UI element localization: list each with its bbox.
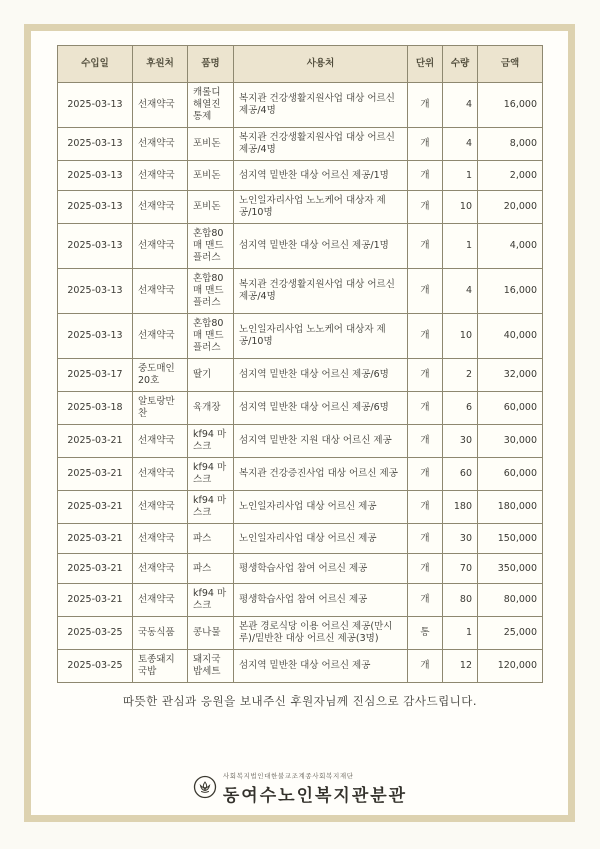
- cell-item: kf94 마스크: [188, 458, 234, 491]
- cell-unit: 개: [408, 161, 443, 191]
- organization-text-block: [223, 771, 407, 806]
- table-row: [58, 617, 543, 650]
- table-row: [58, 191, 543, 224]
- cell-usage: 섬지역 밑반찬 대상 어르신 제공/6명: [234, 392, 408, 425]
- cell-amount: 60,000: [478, 458, 543, 491]
- cell-donor: 선재약국: [133, 554, 188, 584]
- cell-usage: 복지관 건강생활지원사업 대상 어르신 제공/4명: [234, 128, 408, 161]
- lotus-logo-icon: [193, 775, 217, 803]
- table-row: [58, 491, 543, 524]
- cell-date: 2025-03-21: [58, 458, 133, 491]
- cell-qty: 4: [443, 128, 478, 161]
- cell-qty: 30: [443, 524, 478, 554]
- cell-qty: 70: [443, 554, 478, 584]
- cell-usage: 노인일자리사업 노노케어 대상자 제공/10명: [234, 314, 408, 359]
- cell-amount: 4,000: [478, 224, 543, 269]
- table-row: [58, 584, 543, 617]
- cell-usage: 섬지역 밑반찬 대상 어르신 제공/1명: [234, 161, 408, 191]
- cell-qty: 6: [443, 392, 478, 425]
- cell-qty: 80: [443, 584, 478, 617]
- cell-date: 2025-03-13: [58, 314, 133, 359]
- cell-qty: 60: [443, 458, 478, 491]
- cell-donor: 선재약국: [133, 491, 188, 524]
- cell-item: kf94 마스크: [188, 584, 234, 617]
- cell-amount: 16,000: [478, 83, 543, 128]
- cell-donor: 선재약국: [133, 458, 188, 491]
- cell-donor: 선재약국: [133, 128, 188, 161]
- cell-usage: 섬지역 밑반찬 대상 어르신 제공/1명: [234, 224, 408, 269]
- cell-amount: 80,000: [478, 584, 543, 617]
- cell-unit: 개: [408, 269, 443, 314]
- cell-usage: 복지관 건강증진사업 대상 어르신 제공: [234, 458, 408, 491]
- cell-unit: 통: [408, 617, 443, 650]
- cell-amount: 25,000: [478, 617, 543, 650]
- table-row: [58, 161, 543, 191]
- cell-qty: 30: [443, 425, 478, 458]
- cell-usage: 평생학습사업 참여 어르신 제공: [234, 554, 408, 584]
- cell-item: 혼합80매 맨드플러스: [188, 224, 234, 269]
- table-row: [58, 359, 543, 392]
- cell-donor: 선재약국: [133, 314, 188, 359]
- cell-item: 딸기: [188, 359, 234, 392]
- cell-item: kf94 마스크: [188, 491, 234, 524]
- cell-qty: 2: [443, 359, 478, 392]
- cell-donor: 알토랑만찬: [133, 392, 188, 425]
- cell-usage: 섬지역 밑반찬 대상 어르신 제공/6명: [234, 359, 408, 392]
- cell-donor: 토종돼지국밥: [133, 650, 188, 683]
- col-header-usage: 사용처: [234, 46, 408, 83]
- cell-unit: 개: [408, 359, 443, 392]
- cell-date: 2025-03-21: [58, 554, 133, 584]
- cell-usage: 섬지역 밑반찬 지원 대상 어르신 제공: [234, 425, 408, 458]
- cell-amount: 180,000: [478, 491, 543, 524]
- cell-donor: 선재약국: [133, 425, 188, 458]
- cell-unit: 개: [408, 524, 443, 554]
- cell-usage: 복지관 건강생활지원사업 대상 어르신 제공/4명: [234, 83, 408, 128]
- cell-amount: 40,000: [478, 314, 543, 359]
- cell-date: 2025-03-21: [58, 491, 133, 524]
- cell-unit: 개: [408, 554, 443, 584]
- cell-usage: 복지관 건강생활지원사업 대상 어르신 제공/4명: [234, 269, 408, 314]
- table-header-row: [58, 46, 543, 83]
- cell-unit: 개: [408, 392, 443, 425]
- table-row: [58, 650, 543, 683]
- cell-date: 2025-03-21: [58, 584, 133, 617]
- cell-qty: 1: [443, 617, 478, 650]
- cell-donor: 선재약국: [133, 584, 188, 617]
- cell-unit: 개: [408, 191, 443, 224]
- cell-amount: 30,000: [478, 425, 543, 458]
- cell-date: 2025-03-17: [58, 359, 133, 392]
- table-row: [58, 425, 543, 458]
- cell-unit: 개: [408, 650, 443, 683]
- cell-qty: 180: [443, 491, 478, 524]
- cell-date: 2025-03-25: [58, 650, 133, 683]
- cell-item: 포비돈: [188, 128, 234, 161]
- table-row: [58, 554, 543, 584]
- cell-amount: 8,000: [478, 128, 543, 161]
- cell-amount: 20,000: [478, 191, 543, 224]
- table-row: [58, 392, 543, 425]
- cell-qty: 10: [443, 314, 478, 359]
- cell-amount: 350,000: [478, 554, 543, 584]
- cell-item: 포비돈: [188, 191, 234, 224]
- table-row: [58, 269, 543, 314]
- cell-item: 파스: [188, 554, 234, 584]
- cell-amount: 60,000: [478, 392, 543, 425]
- cell-item: 콩나물: [188, 617, 234, 650]
- cell-donor: 중도매인 20호: [133, 359, 188, 392]
- cell-qty: 10: [443, 191, 478, 224]
- cell-qty: 12: [443, 650, 478, 683]
- cell-date: 2025-03-13: [58, 224, 133, 269]
- cell-amount: 32,000: [478, 359, 543, 392]
- cell-item: kf94 마스크: [188, 425, 234, 458]
- cell-amount: 120,000: [478, 650, 543, 683]
- cell-usage: 평생학습사업 참여 어르신 제공: [234, 584, 408, 617]
- cell-donor: 선재약국: [133, 224, 188, 269]
- cell-donor: 선재약국: [133, 161, 188, 191]
- cell-item: 파스: [188, 524, 234, 554]
- cell-usage: 본관 경로식당 이용 어르신 제공(만시루)/밑반찬 대상 어르신 제공(3명): [234, 617, 408, 650]
- cell-date: 2025-03-13: [58, 83, 133, 128]
- cell-qty: 1: [443, 161, 478, 191]
- col-header-qty: 수량: [443, 46, 478, 83]
- cell-unit: 개: [408, 83, 443, 128]
- cell-donor: 선재약국: [133, 524, 188, 554]
- cell-usage: 노인일자리사업 노노케어 대상자 제공/10명: [234, 191, 408, 224]
- cell-date: 2025-03-21: [58, 425, 133, 458]
- cell-usage: 노인일자리사업 대상 어르신 제공: [234, 491, 408, 524]
- cell-date: 2025-03-13: [58, 128, 133, 161]
- cell-donor: 선재약국: [133, 83, 188, 128]
- col-header-item: 품명: [188, 46, 234, 83]
- col-header-donor: 후원처: [133, 46, 188, 83]
- cell-item: 육개장: [188, 392, 234, 425]
- cell-usage: 노인일자리사업 대상 어르신 제공: [234, 524, 408, 554]
- cell-donor: 국동식품: [133, 617, 188, 650]
- cell-amount: 2,000: [478, 161, 543, 191]
- cell-date: 2025-03-25: [58, 617, 133, 650]
- cell-unit: 개: [408, 425, 443, 458]
- foundation-name: 사회복지법인대한불교조계종사회복지재단: [222, 772, 354, 780]
- cell-qty: 4: [443, 83, 478, 128]
- cell-unit: 개: [408, 128, 443, 161]
- cell-date: 2025-03-13: [58, 161, 133, 191]
- table-row: [58, 524, 543, 554]
- cell-unit: 개: [408, 314, 443, 359]
- cell-date: 2025-03-21: [58, 524, 133, 554]
- cell-item: 혼합80매 맨드플러스: [188, 314, 234, 359]
- col-header-unit: 단위: [408, 46, 443, 83]
- cell-qty: 1: [443, 224, 478, 269]
- table-row: [58, 224, 543, 269]
- cell-donor: 선재약국: [133, 269, 188, 314]
- table-row: [58, 314, 543, 359]
- col-header-date: 수입일: [58, 46, 133, 83]
- cell-unit: 개: [408, 458, 443, 491]
- cell-item: 혼합80매 맨드플러스: [188, 269, 234, 314]
- cell-item: 캐롤디 해열진통제: [188, 83, 234, 128]
- organization-name: 동여수노인복지관분관: [222, 786, 408, 806]
- cell-unit: 개: [408, 491, 443, 524]
- col-header-amount: 금액: [478, 46, 543, 83]
- cell-amount: 16,000: [478, 269, 543, 314]
- cell-date: 2025-03-18: [58, 392, 133, 425]
- cell-item: 돼지국밥세트: [188, 650, 234, 683]
- table-row: [58, 458, 543, 491]
- thank-you-message: 따뜻한 관심과 응원을 보내주신 후원자님께 진심으로 감사드립니다.: [122, 694, 478, 708]
- cell-amount: 150,000: [478, 524, 543, 554]
- cell-unit: 개: [408, 584, 443, 617]
- cell-usage: 섬지역 밑반찬 대상 어르신 제공: [234, 650, 408, 683]
- table-row: [58, 83, 543, 128]
- cell-unit: 개: [408, 224, 443, 269]
- cell-date: 2025-03-13: [58, 191, 133, 224]
- table-row: [58, 128, 543, 161]
- cell-qty: 4: [443, 269, 478, 314]
- cell-donor: 선재약국: [133, 191, 188, 224]
- donation-table: [57, 45, 543, 683]
- cell-item: 포비돈: [188, 161, 234, 191]
- cell-date: 2025-03-13: [58, 269, 133, 314]
- organization-footer: [0, 771, 600, 806]
